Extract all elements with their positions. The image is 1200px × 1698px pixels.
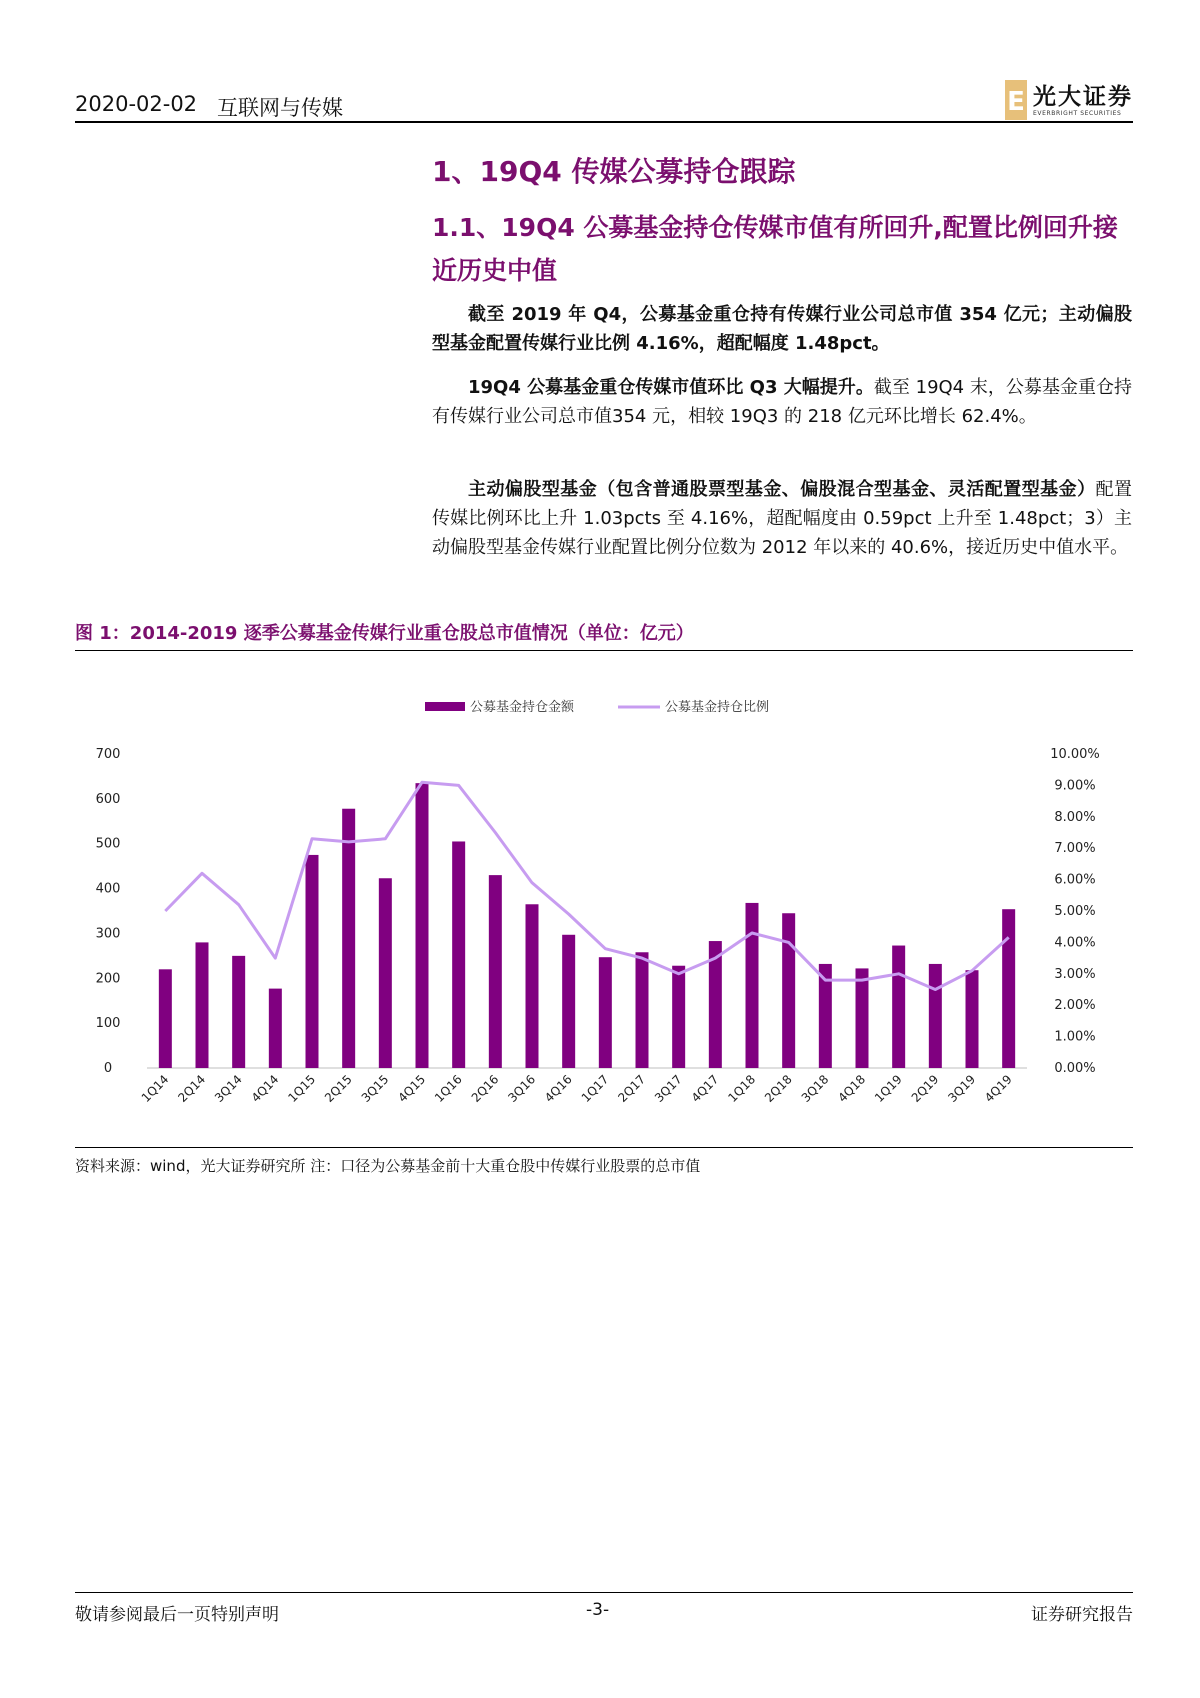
allocation-detail: 配置传媒比例环比上升 1.03pcts 至 4.16%，超配幅度由 0.59pct 上升至 1.48pct；3）主动偏股型基金传媒行业配置比例分位数为 2012 年以来的 40.6%，接近历史中值水平。: [432, 479, 1133, 558]
y-left-tick-label: 100: [95, 1016, 121, 1032]
market-value-detail: 截至 19Q4 末，公募基金重仓持有传媒行业公司总市值354 元，相较 19Q3 的 218 亿元环比增长 62.4%。: [432, 377, 1133, 427]
market-value-lead: 19Q4 公募基金重仓传媒市值环比 Q3 大幅提升。: [468, 377, 874, 398]
bar-3Q16: [526, 904, 539, 1068]
subsection-heading: 1.1、19Q4 公募基金持仓传媒市值有所回升,配置比例回升接近历史中值: [432, 213, 1118, 285]
y-left-tick-label: 200: [95, 971, 121, 987]
x-tick-label: 2Q17: [615, 1072, 649, 1106]
y-left-tick-label: 600: [95, 791, 121, 807]
section-heading: 1、19Q4 传媒公募持仓跟踪: [432, 155, 796, 188]
x-tick-label: 4Q14: [248, 1072, 282, 1106]
footer-report-type: 证券研究报告: [1031, 1605, 1133, 1625]
y-right-tick-label: 0.00%: [1054, 1061, 1096, 1076]
page-number: -3-: [586, 1600, 610, 1620]
y-left-tick-label: 400: [95, 881, 121, 897]
x-tick-label: 1Q15: [285, 1072, 319, 1106]
bar-4Q16: [562, 935, 575, 1068]
y-right-tick-label: 4.00%: [1054, 935, 1096, 951]
allocation-lead: 主动偏股型基金（包含普通股票型基金、偏股混合型基金、灵活配置型基金）: [468, 479, 1096, 500]
footer-disclaimer: 敬请参阅最后一页特别声明: [75, 1605, 279, 1625]
y-right-tick-label: 7.00%: [1054, 841, 1096, 857]
figure-source: 资料来源：wind，光大证券研究所 注：口径为公募基金前十大重仓股中传媒行业股票的总市值: [75, 1157, 701, 1175]
bar-1Q18: [746, 903, 759, 1068]
x-tick-label: 3Q18: [798, 1072, 832, 1106]
bar-1Q15: [306, 855, 319, 1068]
market-value-paragraph: [432, 373, 1132, 431]
bar-2Q17: [636, 952, 649, 1068]
ratio-line: [165, 782, 1008, 989]
svg-text:E: E: [1007, 87, 1025, 117]
summary-paragraph: [432, 300, 1132, 358]
bar-4Q15: [416, 783, 429, 1068]
legend-line-label: 公募基金持仓比例: [665, 700, 770, 715]
bar-1Q14: [159, 969, 172, 1068]
y-right-tick-label: 1.00%: [1054, 1029, 1096, 1045]
bar-3Q19: [966, 970, 979, 1068]
x-tick-label: 1Q14: [138, 1072, 172, 1106]
y-right-tick-label: 8.00%: [1054, 809, 1096, 825]
bar-3Q15: [379, 878, 392, 1068]
logo-name-en: EVERBRIGHT SECURITIES: [1033, 109, 1122, 117]
source-divider: [75, 1147, 1133, 1148]
y-left-tick-label: 700: [95, 747, 121, 762]
logo-name-cn: 光大证券: [1033, 82, 1133, 110]
y-left-tick-label: 300: [95, 926, 121, 942]
y-right-tick-label: 10.00%: [1050, 747, 1100, 762]
y-right-tick-label: 2.00%: [1054, 998, 1096, 1014]
bar-2Q16: [489, 875, 502, 1068]
x-tick-label: 2Q19: [908, 1072, 942, 1106]
y-left-tick-label: 0: [103, 1061, 113, 1076]
footer-divider: [75, 1592, 1133, 1593]
page-header: [75, 82, 1133, 122]
y-right-tick-label: 6.00%: [1054, 872, 1096, 888]
y-right-tick-label: 5.00%: [1054, 904, 1096, 919]
legend-bar-label: 公募基金持仓金额: [470, 700, 575, 715]
figure-title-divider: [75, 650, 1133, 651]
bar-4Q14: [269, 989, 282, 1068]
industry-label: 互联网与传媒: [217, 96, 343, 120]
x-tick-label: 4Q15: [395, 1072, 429, 1106]
x-tick-label: 1Q17: [578, 1072, 612, 1106]
bar-2Q18: [782, 913, 795, 1068]
logo-mark-icon: [1005, 80, 1027, 120]
x-tick-label: 3Q17: [652, 1072, 685, 1106]
figure-title: 图 1：2014-2019 逐季公募基金传媒行业重仓股总市值情况（单位：亿元）: [75, 623, 694, 644]
x-tick-label: 3Q14: [212, 1072, 245, 1106]
x-tick-label: 3Q15: [358, 1072, 392, 1106]
bar-2Q15: [342, 809, 355, 1068]
x-tick-label: 1Q19: [872, 1072, 905, 1106]
y-right-tick-label: 9.00%: [1054, 778, 1096, 794]
bar-3Q17: [672, 966, 685, 1068]
bar-2Q14: [196, 942, 209, 1068]
x-tick-label: 2Q15: [322, 1072, 355, 1106]
bar-3Q14: [232, 956, 245, 1068]
x-tick-label: 4Q16: [542, 1072, 575, 1106]
bar-2Q19: [929, 964, 942, 1068]
x-tick-label: 4Q19: [982, 1072, 1015, 1106]
x-tick-label: 4Q18: [835, 1072, 869, 1106]
allocation-paragraph: [432, 475, 1132, 562]
y-right-tick-label: 3.00%: [1054, 966, 1096, 982]
x-tick-label: 4Q17: [688, 1072, 722, 1106]
header-divider: [75, 121, 1133, 123]
bar-1Q16: [452, 841, 465, 1068]
x-tick-label: 3Q19: [945, 1072, 979, 1106]
x-tick-label: 1Q16: [432, 1072, 465, 1106]
report-date: 2020-02-02: [75, 92, 198, 116]
y-left-tick-label: 500: [95, 836, 121, 852]
bar-4Q18: [856, 968, 869, 1068]
bar-1Q17: [599, 957, 612, 1068]
holdings-chart: [75, 680, 1133, 1120]
company-logo: [1005, 78, 1133, 122]
x-tick-label: 2Q14: [175, 1072, 209, 1106]
x-tick-label: 2Q18: [762, 1072, 795, 1106]
x-tick-label: 2Q16: [468, 1072, 502, 1106]
legend-bar-swatch: [425, 702, 465, 711]
summary-text: 截至 2019 年 Q4，公募基金重仓持有传媒行业公司总市值 354 亿元；主动偏股型基金配置传媒行业比例 4.16%，超配幅度 1.48pct。: [432, 304, 1132, 354]
x-tick-label: 3Q16: [505, 1072, 539, 1106]
bar-1Q19: [892, 946, 905, 1068]
x-tick-label: 1Q18: [725, 1072, 759, 1106]
bar-4Q19: [1002, 909, 1015, 1068]
